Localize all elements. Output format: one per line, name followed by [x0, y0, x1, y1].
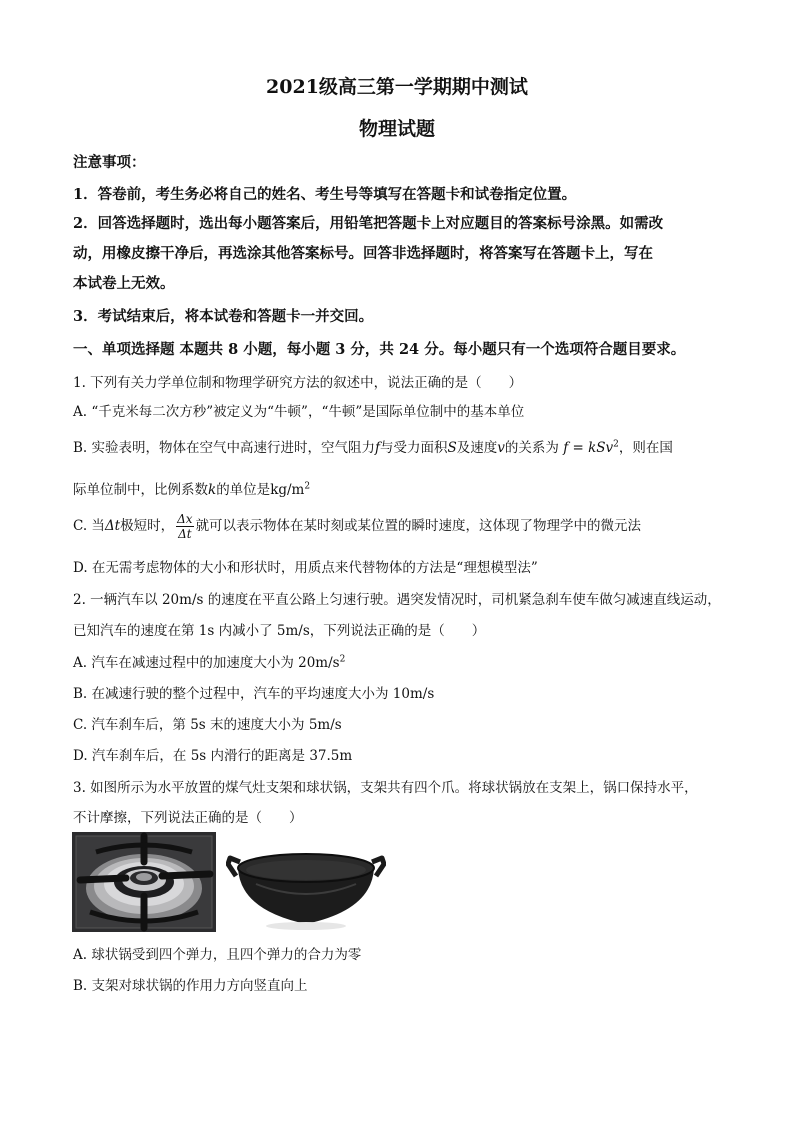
- section-1-heading: 一、单项选择题 本题共 8 小题，每小题 3 分，共 24 分。每小题只有一个选项符合题目要求。: [73, 341, 686, 358]
- q1-option-b-line-1: [73, 436, 673, 456]
- q1-b-text-6: 际单位制中，比例系数: [73, 482, 208, 498]
- q3-stem-line-2: 不计摩擦，下列说法正确的是（ ）: [73, 810, 303, 826]
- q1-b-text-4: 的关系为: [504, 440, 559, 456]
- q1-option-d: D. 在无需考虑物体的大小和形状时，用质点来代替物体的方法是“理想模型法”: [73, 560, 538, 576]
- q2-option-d: D. 汽车刹车后，在 5s 内滑行的距离是 37.5m: [73, 748, 353, 764]
- q1-c-var-dt: Δt: [104, 518, 121, 534]
- notice-item-2-line-2: 动，用橡皮擦干净后，再选涂其他答案标号。回答非选择题时，将答案写在答题卡上，写在: [73, 245, 653, 262]
- q1-c-text-3: 就可以表示物体在某时刻或某位置的瞬时速度，这体现了物理学中的微元法: [195, 518, 642, 534]
- q3-option-a: A. 球状锅受到四个弹力，且四个弹力的合力为零: [73, 947, 362, 963]
- q1-b-unit-exp: 2: [304, 481, 311, 492]
- notice-heading: 注意事项：: [73, 154, 146, 171]
- q2-stem-line-2: 已知汽车的速度在第 1s 内减小了 5m/s，下列说法正确的是（ ）: [73, 623, 486, 639]
- exam-title: 2021级高三第一学期期中测试: [266, 76, 528, 98]
- notice-item-2-line-3: 本试卷上无效。: [73, 275, 175, 292]
- q1-b-text-5: ，则在国: [618, 440, 673, 456]
- q1-b-var-v: v: [497, 440, 505, 456]
- q2-a-text: A. 汽车在减速过程中的加速度大小为 20m/s: [73, 655, 340, 671]
- q1-b-unit: kg/m: [270, 482, 305, 498]
- notice-item-2-line-1: 2．回答选择题时，选出每小题答案后，用铅笔把答题卡上对应题目的答案标号涂黑。如需改: [73, 215, 664, 232]
- q1-option-c: [73, 512, 641, 541]
- notice-item-1: 1．答卷前，考生务必将自己的姓名、考生号等填写在答题卡和试卷指定位置。: [73, 186, 577, 203]
- q3-option-b: B. 支架对球状锅的作用力方向竖直向上: [73, 978, 308, 994]
- q2-option-b: B. 在减速行驶的整个过程中，汽车的平均速度大小为 10m/s: [73, 686, 435, 702]
- q1-option-a: A. “千克米每二次方秒”被定义为“牛顿”，“牛顿”是国际单位制中的基本单位: [73, 404, 525, 420]
- q1-b-var-s: S: [447, 440, 457, 456]
- q1-b-var-k: k: [208, 482, 217, 498]
- q1-b-text-1: B. 实验表明，物体在空气中高速行进时，空气阻力: [73, 440, 376, 456]
- q1-option-b-line-2: [73, 478, 310, 498]
- q2-option-c: C. 汽车刹车后，第 5s 末的速度大小为 5m/s: [73, 717, 342, 733]
- q1-b-text-7: 的单位是: [216, 482, 271, 498]
- q1-c-text-1: C. 当: [73, 518, 105, 534]
- spherical-wok-image: [226, 840, 386, 932]
- q1-c-fraction-den: Δt: [178, 527, 192, 541]
- q2-option-a: [73, 651, 345, 671]
- q2-stem-line-1: 2. 一辆汽车以 20m/s 的速度在平直公路上匀速行驶。遇突发情况时，司机紧急刹车使车做匀减速直线运动，: [73, 592, 721, 608]
- q1-b-equation-exp: 2: [613, 439, 619, 450]
- q1-b-text-3: 及速度: [456, 440, 498, 456]
- notice-item-3: 3．考试结束后，将本试卷和答题卡一并交回。: [73, 308, 374, 325]
- q1-b-text-2: 与受力面积: [380, 440, 448, 456]
- q1-c-fraction-num: Δx: [177, 512, 193, 526]
- q2-a-exp: 2: [339, 654, 346, 665]
- q1-b-equation: f = kSv: [563, 440, 614, 456]
- q1-stem: 1. 下列有关力学单位制和物理学研究方法的叙述中，说法正确的是（ ）: [73, 375, 523, 391]
- q1-c-text-2: 极短时，: [120, 518, 175, 534]
- q3-stem-line-1: 3. 如图所示为水平放置的煤气灶支架和球状锅，支架共有四个爪。将球状锅放在支架上，锅口保持水平，: [73, 780, 698, 796]
- q1-b-var-f: f: [375, 440, 381, 456]
- q1-c-fraction: [176, 512, 193, 541]
- gas-stove-burner-image: [72, 832, 216, 932]
- exam-subtitle: 物理试题: [358, 118, 435, 140]
